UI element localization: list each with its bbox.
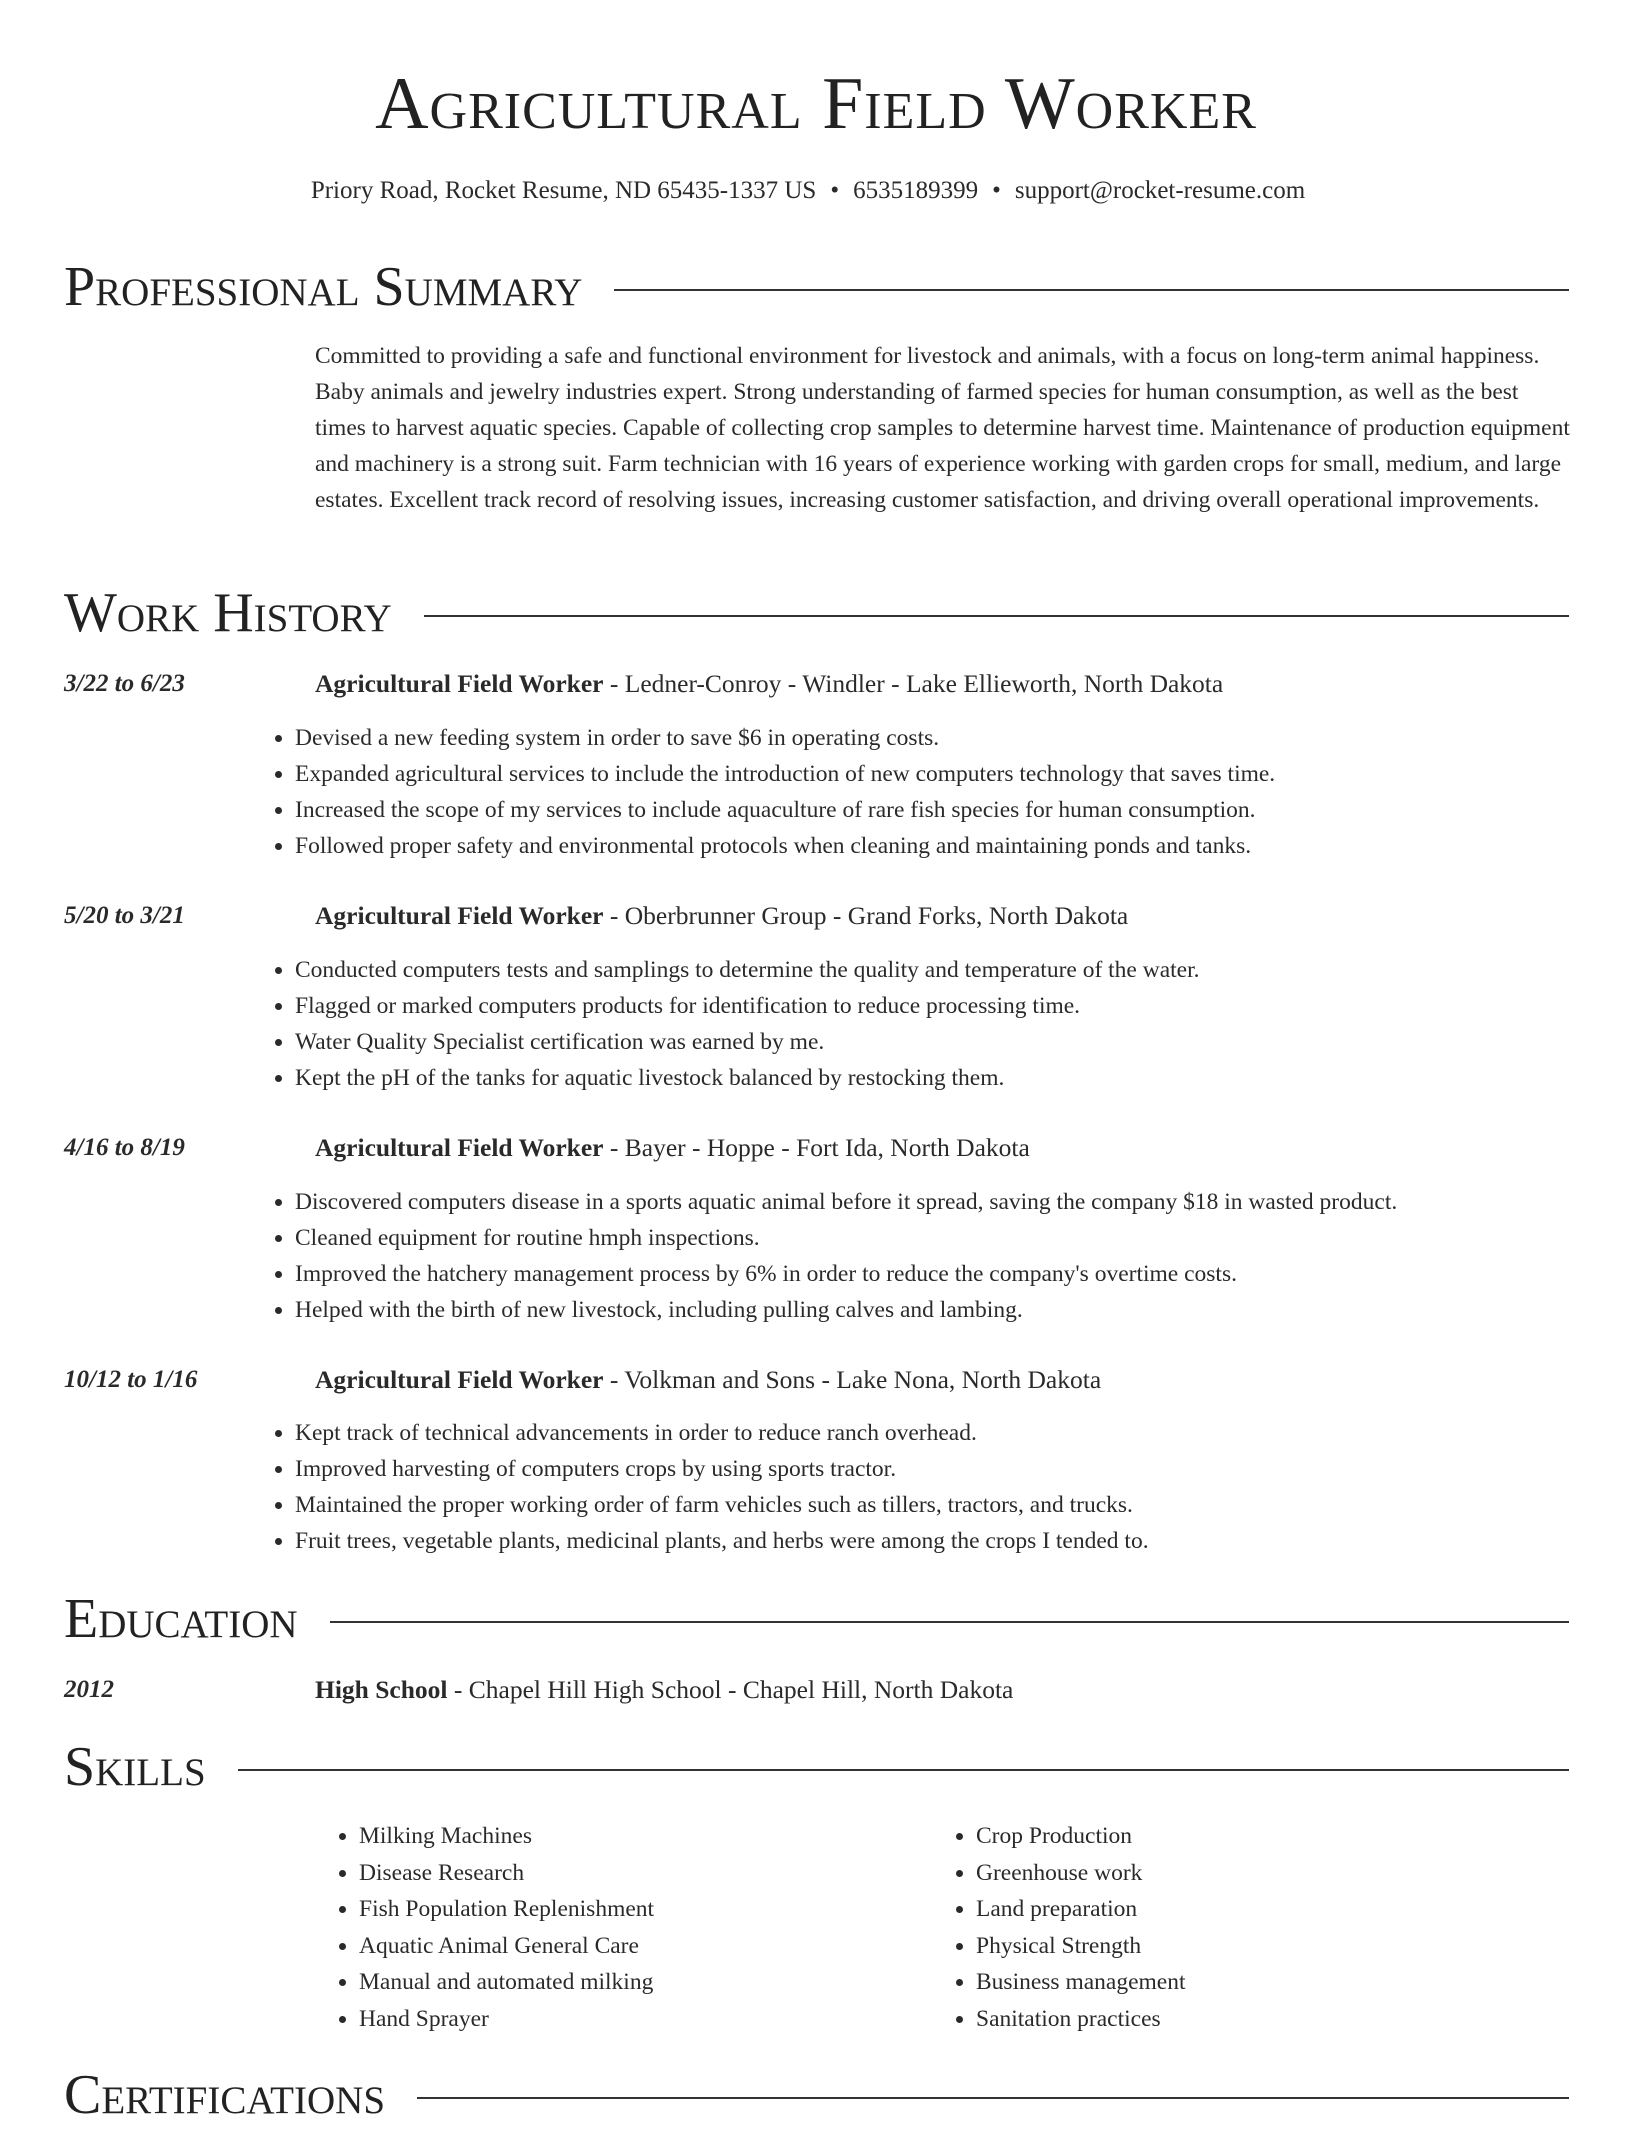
contact-separator: • <box>830 177 840 204</box>
education-degree: High School <box>315 1675 448 1704</box>
section-divider <box>424 615 1569 617</box>
job-bullet: • Fruit trees, vegetable plants, medicinal plants, and herbs were among the crops I tended to. <box>295 1523 1149 1559</box>
section-title: Skills <box>64 1736 206 1798</box>
section-heading-skills <box>64 1732 1569 1802</box>
section-divider <box>614 289 1569 291</box>
education-year: 2012 <box>64 1676 114 1703</box>
job-bullets <box>251 1415 1149 1559</box>
job-bullet: • Cleaned equipment for routine hmph inspections. <box>295 1220 1397 1256</box>
skills-list-right <box>932 1818 1186 2037</box>
job-bullet: • Improved the hatchery management process by 6% in order to reduce the company's overtime costs. <box>295 1256 1397 1292</box>
job-dates: 5/20 to 3/21 <box>64 902 185 929</box>
job-dates: 3/22 to 6/23 <box>64 670 185 697</box>
section-heading-work-history <box>64 578 1569 648</box>
skill-item: • Hand Sprayer <box>359 2001 654 2038</box>
job-bullet: • Discovered computers disease in a sports aquatic animal before it spread, saving the company $18 in wasted product. <box>295 1184 1397 1220</box>
section-heading-certifications <box>64 2060 1569 2130</box>
job-bullets <box>251 952 1200 1096</box>
job-bullet: • Flagged or marked computers products for identification to reduce processing time. <box>295 988 1200 1024</box>
job-bullet: • Conducted computers tests and samplings to determine the quality and temperature of the water. <box>295 952 1200 988</box>
job-details: - Ledner-Conroy - Windler - Lake Ellieworth, North Dakota <box>603 669 1224 698</box>
job-bullet: • Improved harvesting of computers crops by using sports tractor. <box>295 1451 1149 1487</box>
contact-phone: 6535189399 <box>853 177 979 204</box>
job-bullets <box>251 720 1275 864</box>
skill-item: • Manual and automated milking <box>359 1964 654 2001</box>
contact-separator: • <box>992 177 1001 204</box>
job-bullet: • Expanded agricultural services to include the introduction of new computers technology that saves time. <box>295 756 1275 792</box>
job-bullet: • Water Quality Specialist certification was earned by me. <box>295 1024 1200 1060</box>
job-bullet: • Helped with the birth of new livestock, including pulling calves and lambing. <box>295 1292 1397 1328</box>
skill-item: • Business management <box>976 1964 1186 2001</box>
skill-item: • Crop Production <box>976 1818 1186 1855</box>
job-title: Agricultural Field Worker <box>315 901 604 930</box>
education-heading <box>315 1672 1013 1708</box>
job-bullet: • Devised a new feeding system in order to save $6 in operating costs. <box>295 720 1275 756</box>
section-heading-education <box>64 1584 1569 1654</box>
education-details: - Chapel Hill High School - Chapel Hill, North Dakota <box>447 1675 1014 1704</box>
section-divider <box>238 1769 1569 1771</box>
job-details: - Oberbrunner Group - Grand Forks, North Dakota <box>603 901 1129 930</box>
section-title: Education <box>64 1588 298 1650</box>
section-title: Professional Summary <box>64 256 583 318</box>
job-bullet: • Followed proper safety and environmental protocols when cleaning and maintaining ponds and tanks. <box>295 828 1275 864</box>
job-title: Agricultural Field Worker <box>315 669 604 698</box>
skills-list-left <box>315 1818 654 2037</box>
section-title: Work History <box>64 582 392 644</box>
section-divider <box>417 2097 1569 2099</box>
skill-item: • Milking Machines <box>359 1818 654 1855</box>
skill-item: • Aquatic Animal General Care <box>359 1928 654 1965</box>
job-title: Agricultural Field Worker <box>315 1365 604 1394</box>
section-divider <box>330 1621 1569 1623</box>
job-heading <box>315 1362 1101 1398</box>
contact-address: Priory Road, Rocket Resume, ND 65435-1337 US <box>310 177 817 204</box>
skill-item: • Disease Research <box>359 1855 654 1892</box>
skill-item: • Fish Population Replenishment <box>359 1891 654 1928</box>
job-dates: 10/12 to 1/16 <box>64 1366 198 1393</box>
job-title: Agricultural Field Worker <box>315 1133 604 1162</box>
summary-text: Committed to providing a safe and functional environment for livestock and animals, with a focus on long-term animal happiness. Baby animals and jewelry industries expert. Strong understanding of farmed species for human consumption, as well as the best times to harvest aquatic species. Capable of collecting crop samples to determine harvest time. Maintenance of production equipment and machinery is a strong suit. Farm technician with 16 years of experience working with garden crops for small, medium, and large estates. Excellent track record of resolving issues, increasing customer satisfaction, and driving overall operational improvements. <box>315 343 1570 513</box>
job-heading <box>315 898 1128 934</box>
skill-item: • Greenhouse work <box>976 1855 1186 1892</box>
section-heading-summary <box>64 252 1569 322</box>
job-bullets <box>251 1184 1397 1328</box>
skill-item: • Land preparation <box>976 1891 1186 1928</box>
job-details: - Bayer - Hoppe - Fort Ida, North Dakota <box>603 1133 1030 1162</box>
contact-line <box>0 173 1616 209</box>
job-heading <box>315 1130 1030 1166</box>
job-dates: 4/16 to 8/19 <box>64 1134 185 1161</box>
skill-item: • Sanitation practices <box>976 2001 1186 2038</box>
resume-name: Agricultural Field Worker <box>375 63 1257 145</box>
job-bullet: • Maintained the proper working order of farm vehicles such as tillers, tractors, and trucks. <box>295 1487 1149 1523</box>
job-bullet: • Kept the pH of the tanks for aquatic livestock balanced by restocking them. <box>295 1060 1200 1096</box>
job-details: - Volkman and Sons - Lake Nona, North Dakota <box>603 1365 1102 1394</box>
job-bullet: • Kept track of technical advancements in order to reduce ranch overhead. <box>295 1415 1149 1451</box>
section-title: Certifications <box>64 2064 386 2126</box>
contact-email: support@rocket-resume.com <box>1014 177 1306 204</box>
skill-item: • Physical Strength <box>976 1928 1186 1965</box>
job-heading <box>315 666 1223 702</box>
job-bullet: • Increased the scope of my services to include aquaculture of rare fish species for human consumption. <box>295 792 1275 828</box>
